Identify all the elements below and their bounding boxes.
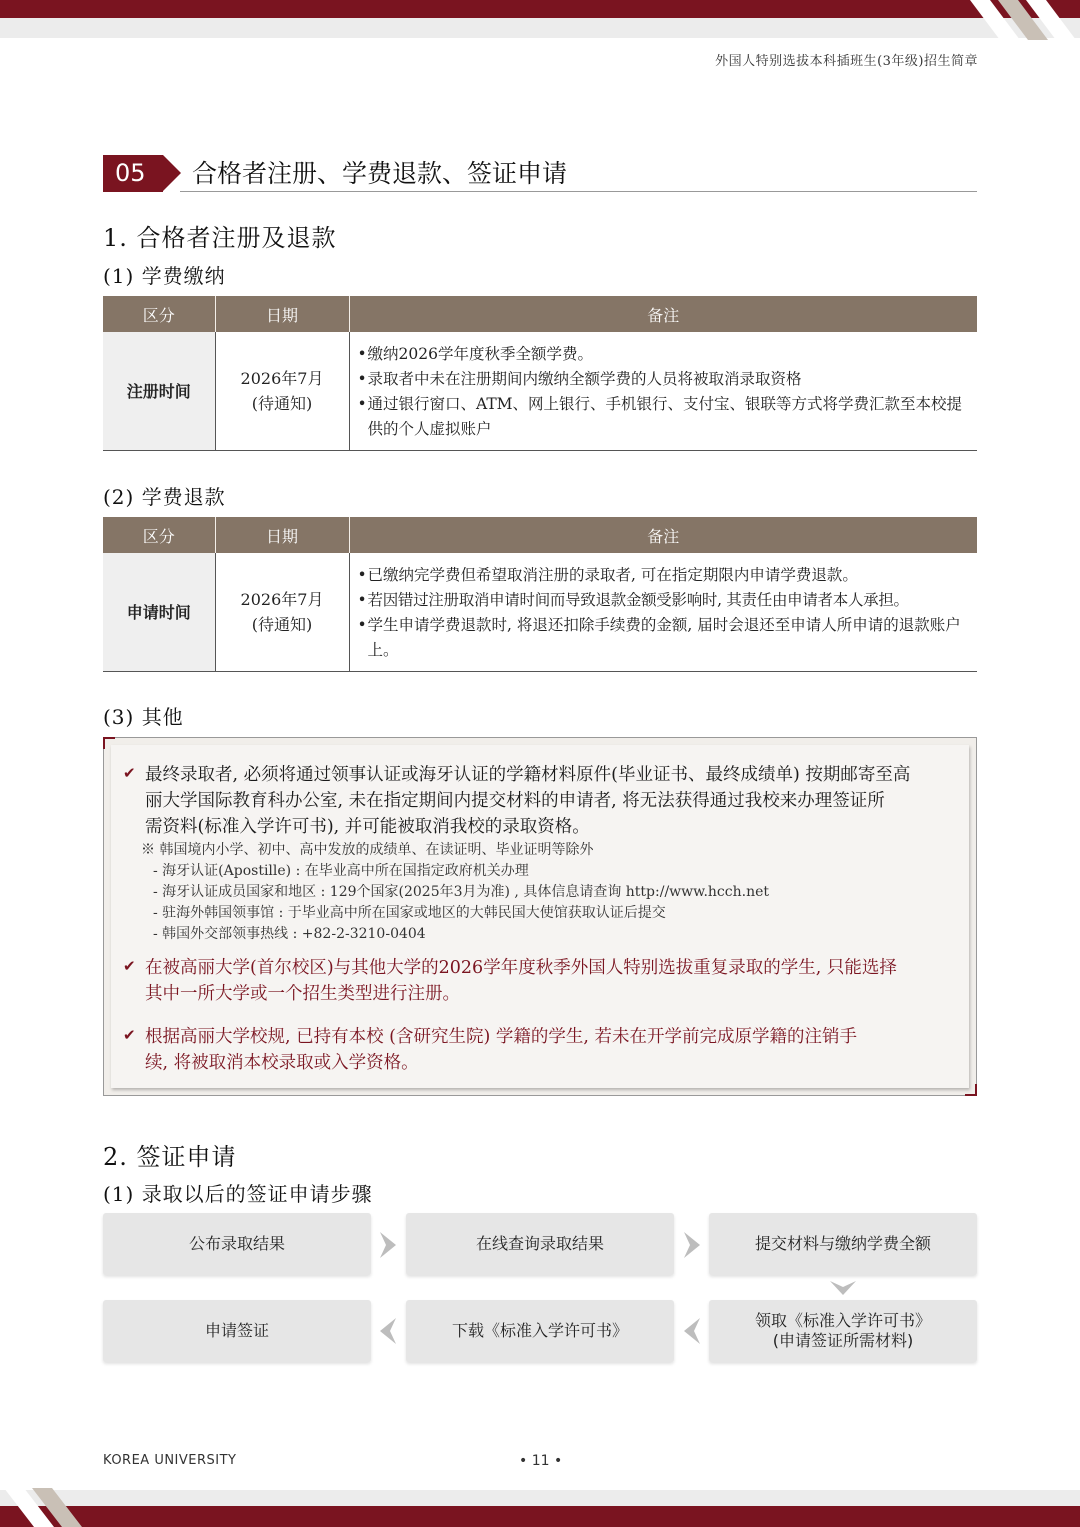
- table-header-date: 日期: [215, 517, 349, 553]
- table-header-category: 区分: [103, 296, 215, 332]
- subnote-line: - 驻海外韩国领事馆 : 于毕业高中所在国家或地区的大韩民国大使馆获取认证后提交: [153, 905, 666, 921]
- subnote-line: - 韩国外交部领事热线 : +82-2-3210-0404: [153, 926, 426, 942]
- chevron-right-icon: [378, 1230, 398, 1260]
- top-gray-stripe: [0, 18, 1080, 38]
- fee-payment-notes: [349, 332, 977, 450]
- table-header-category: 区分: [103, 517, 215, 553]
- refund-notes: [349, 553, 977, 671]
- step-download-admission-letter: 下载《标准入学许可书》: [406, 1300, 674, 1362]
- other-item-subnotes: [141, 840, 769, 945]
- fee-payment-category: 注册时间: [103, 332, 215, 450]
- other-item-line: 其中一所大学或一个招生类型进行注册。: [145, 984, 460, 1004]
- other-notice-panel: [111, 745, 969, 1088]
- other-item-existing-enrollment: [145, 1024, 857, 1076]
- step-line: (申请签证所需材料): [772, 1331, 914, 1350]
- fee-payment-note: • 录取者中未在注册期间内缴纳全额学费的人员将被取消录取资格: [356, 367, 972, 392]
- document-header-title: 外国人特别选拔本科插班生(3年级)招生简章: [715, 54, 978, 69]
- top-corner-stripes: [970, 0, 1080, 40]
- top-brand-bar: [0, 0, 1080, 18]
- subnote-line: - 海牙认证(Apostille) : 在毕业高中所在国指定政府机关办理: [153, 863, 529, 879]
- other-item-transcripts: [145, 762, 910, 840]
- part2-title: 2. 签证申请: [103, 1143, 237, 1171]
- other-item-line: 在被高丽大学(首尔校区)与其他大学的2026学年度秋季外国人特别选拔重复录取的学生, 只能选择: [145, 958, 897, 978]
- other-title: (3) 其他: [103, 705, 184, 729]
- step-check-results-online: 在线查询录取结果: [406, 1213, 674, 1275]
- chevron-down-icon: [828, 1279, 858, 1297]
- check-icon: ✔: [123, 957, 136, 975]
- subnote-line: ※ 韩国境内小学、初中、高中发放的成绩单、在读证明、毕业证明等除外: [141, 842, 594, 858]
- fee-payment-note: • 缴纳2026学年度秋季全额学费。: [356, 342, 972, 367]
- subnote-line: - 海牙认证成员国家和地区 : 129个国家(2025年3月为准) , 具体信息请查询 http://www.hcch.net: [153, 884, 769, 900]
- other-item-line: 最终录取者, 必须将通过领事认证或海牙认证的学籍材料原件(毕业证书、最终成绩单) 按期邮寄至高: [145, 765, 911, 785]
- refund-date-line1: 2026年7月: [240, 589, 324, 609]
- chevron-right-icon: [682, 1230, 702, 1260]
- bottom-gray-stripe: [0, 1490, 1080, 1506]
- check-icon: ✔: [123, 1026, 136, 1044]
- visa-steps-title: (1) 录取以后的签证申请步骤: [103, 1182, 373, 1206]
- other-item-line: 根据高丽大学校规, 已持有本校 (含研究生院) 学籍的学生, 若未在开学前完成原学籍的注销手: [145, 1027, 858, 1047]
- refund-date: [215, 553, 349, 671]
- step-submit-and-pay: 提交材料与缴纳学费全额: [709, 1213, 977, 1275]
- fee-payment-note: • 通过银行窗口、ATM、网上银行、手机银行、支付宝、银联等方式将学费汇款至本校提供的个人虚拟账户: [356, 392, 972, 442]
- fee-payment-date-line1: 2026年7月: [240, 368, 324, 388]
- other-notice-box: [103, 737, 977, 1096]
- fee-payment-title: (1) 学费缴纳: [103, 264, 226, 288]
- step-receive-admission-letter: [709, 1300, 977, 1362]
- other-item-duplicate-admission: [145, 955, 897, 1007]
- step-line: 领取《标准入学许可书》: [754, 1311, 931, 1330]
- refund-date-line2: (待通知): [251, 614, 313, 634]
- refund-note: • 若因错过注册取消申请时间而导致退款金额受影响时, 其责任由申请者本人承担。: [356, 588, 972, 613]
- fee-payment-date-line2: (待通知): [251, 393, 313, 413]
- bottom-corner-stripes: [0, 1488, 110, 1527]
- step-apply-visa: 申请签证: [103, 1300, 371, 1362]
- fee-payment-table: [103, 296, 977, 451]
- table-header-notes: 备注: [349, 296, 977, 332]
- check-icon: ✔: [123, 764, 136, 782]
- section-number-badge: 05: [103, 155, 163, 192]
- other-item-line: 续, 将被取消本校录取或入学资格。: [145, 1053, 419, 1073]
- table-header-notes: 备注: [349, 517, 977, 553]
- refund-note: • 已缴纳完学费但希望取消注册的录取者, 可在指定期限内申请学费退款。: [356, 563, 972, 588]
- refund-note: • 学生申请学费退款时, 将退还扣除手续费的金额, 届时会退还至申请人所申请的退款账户上。: [356, 613, 972, 663]
- table-header-date: 日期: [215, 296, 349, 332]
- section-badge-arrow: [163, 155, 181, 191]
- bottom-brand-bar: [0, 1506, 1080, 1527]
- section-underline: [180, 191, 977, 192]
- refund-title: (2) 学费退款: [103, 485, 226, 509]
- other-item-line: 丽大学国际教育科办公室, 未在指定期间内提交材料的申请者, 将无法获得通过我校来办理签证所: [145, 791, 885, 811]
- chevron-left-icon: [378, 1316, 398, 1346]
- footer-university-name: KOREA UNIVERSITY: [103, 1453, 237, 1468]
- refund-table: [103, 517, 977, 672]
- fee-payment-date: [215, 332, 349, 450]
- chevron-left-icon: [682, 1316, 702, 1346]
- refund-category: 申请时间: [103, 553, 215, 671]
- part1-title: 1. 合格者注册及退款: [103, 224, 337, 252]
- section-title: 合格者注册、学费退款、签证申请: [192, 159, 568, 188]
- page-number: • 11 •: [519, 1453, 563, 1469]
- other-item-line: 需资料(标准入学许可书), 并可能被取消我校的录取资格。: [145, 817, 590, 837]
- step-announce-results: 公布录取结果: [103, 1213, 371, 1275]
